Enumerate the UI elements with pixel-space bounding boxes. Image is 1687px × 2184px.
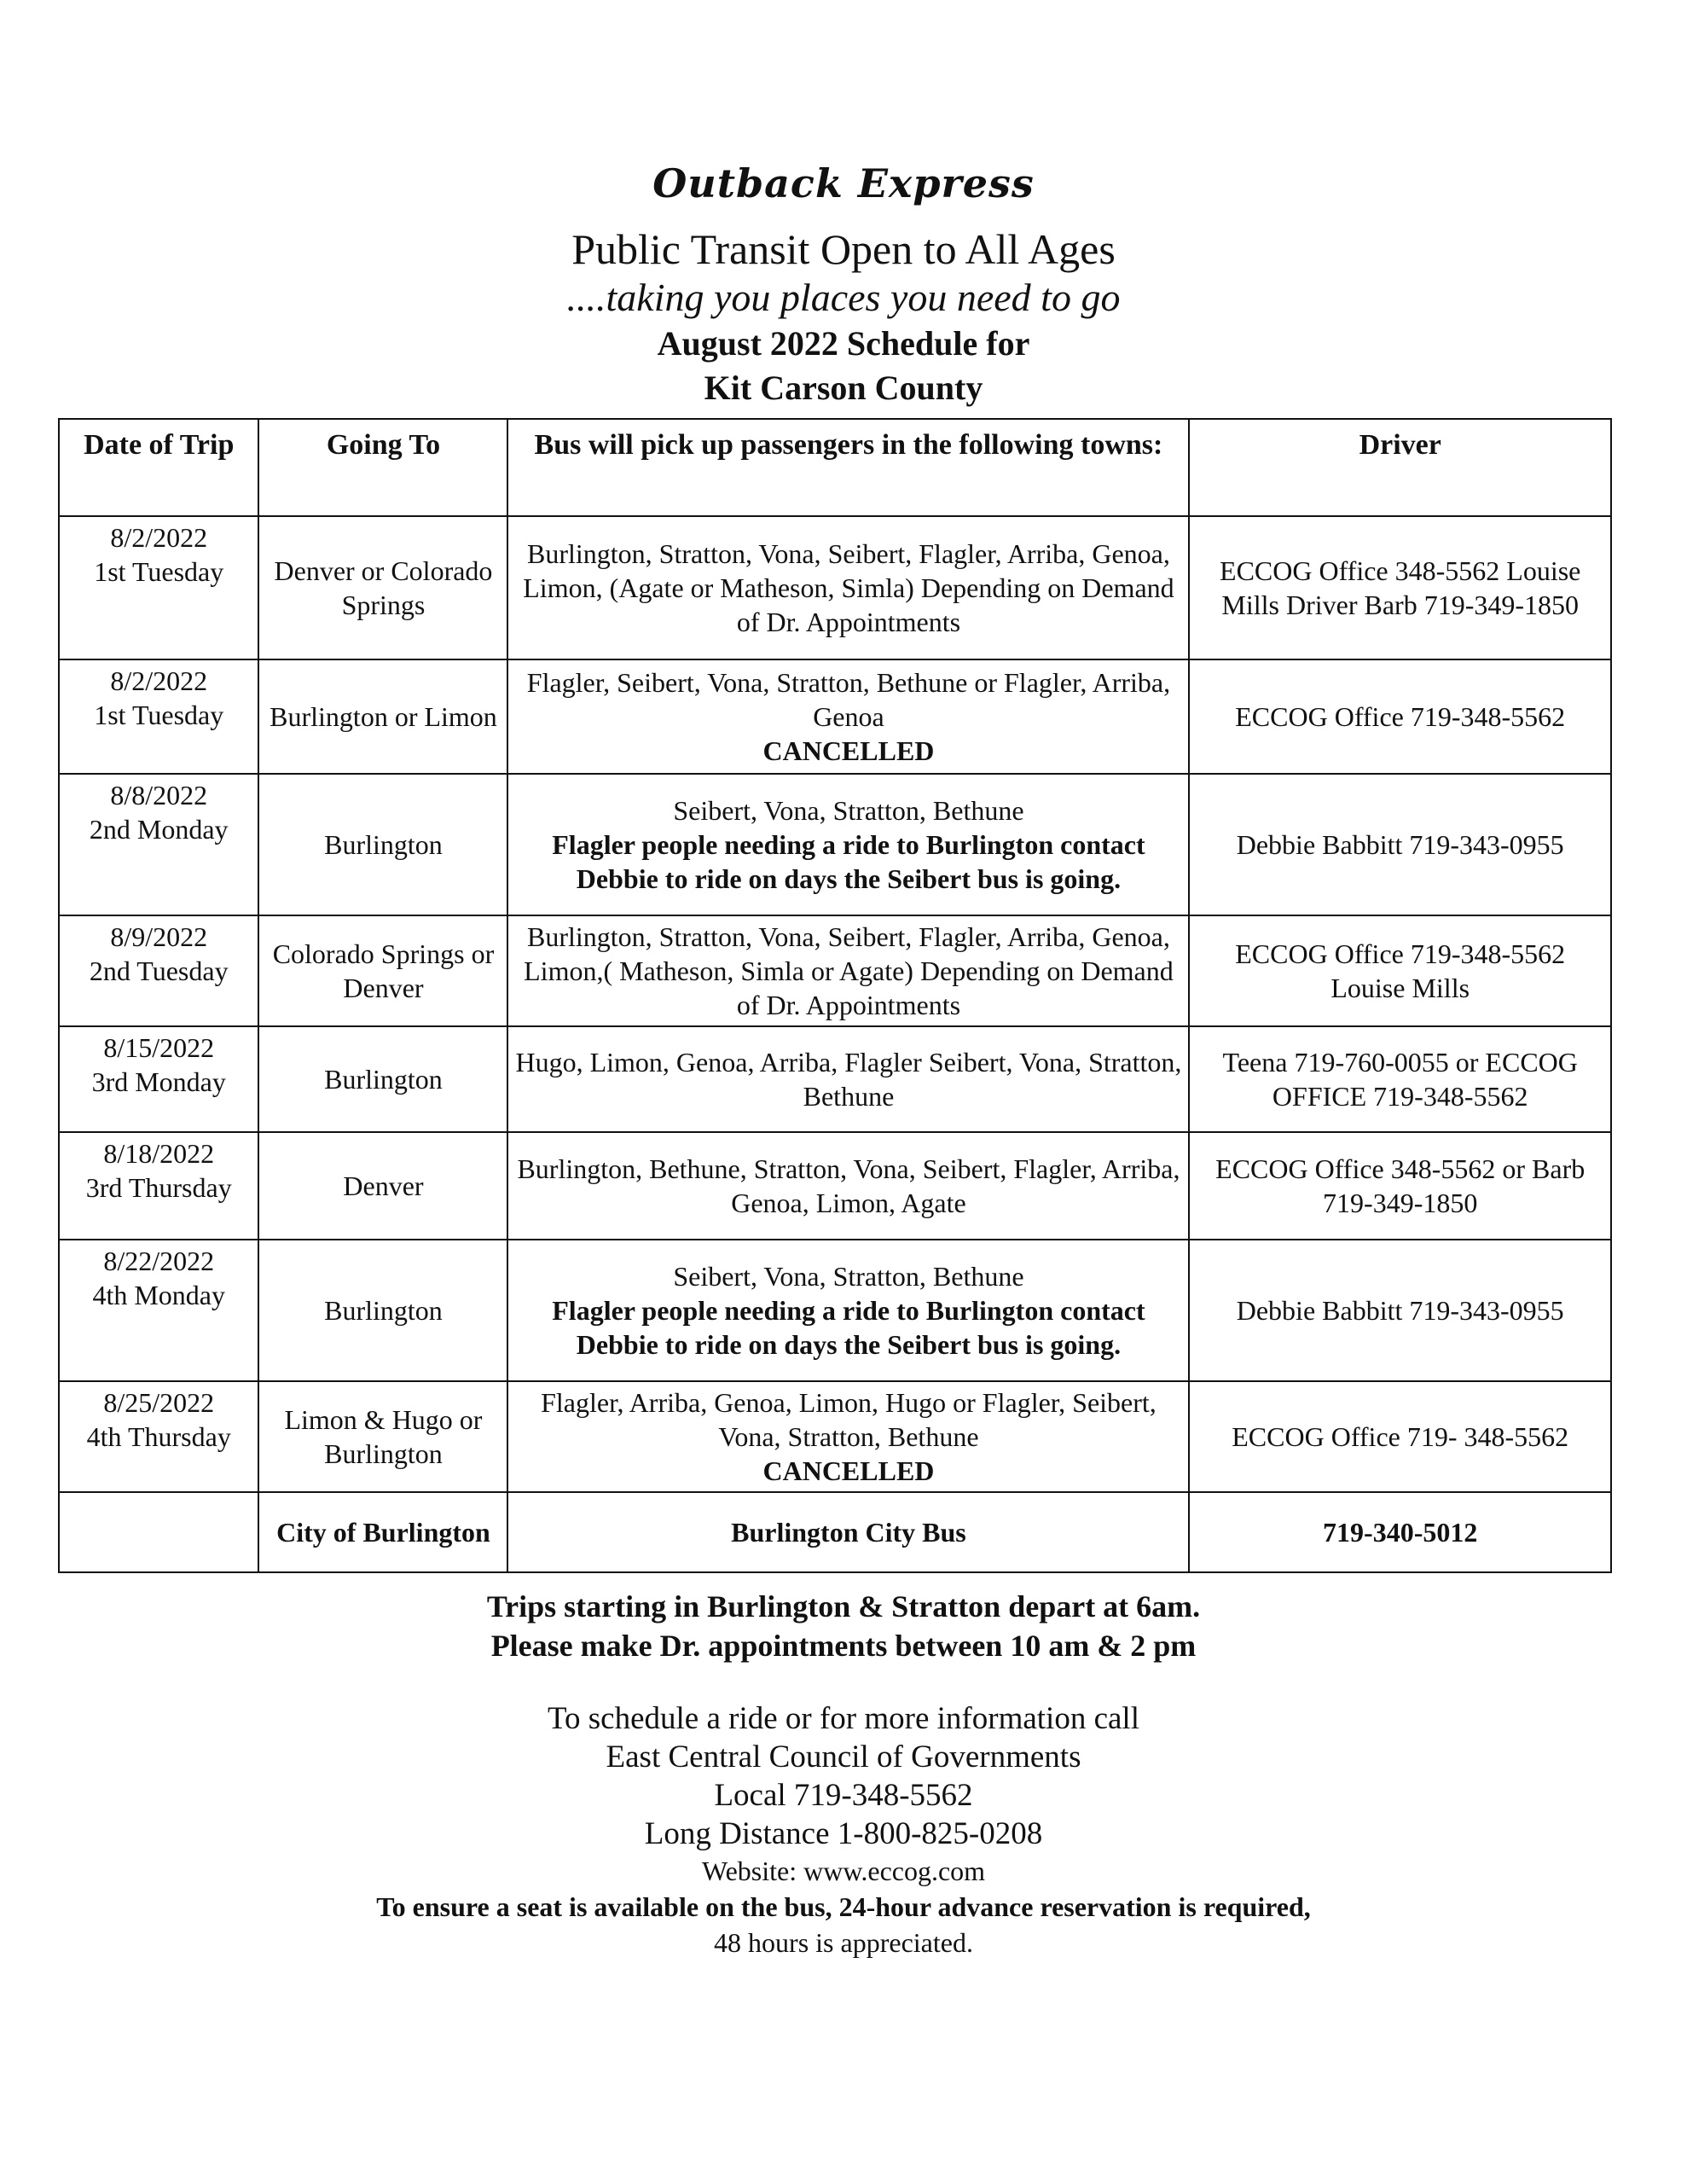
- org-name: East Central Council of Governments: [606, 1740, 1081, 1774]
- date-cell: 8/22/2022 4th Monday: [59, 1240, 258, 1381]
- going-cell: Colorado Springs or Denver: [258, 915, 507, 1026]
- going-cell: Denver: [258, 1132, 507, 1240]
- county-title: Kit Carson County: [704, 369, 983, 407]
- table-row: [59, 915, 1611, 1026]
- depart-note: Trips starting in Burlington & Stratton depart at 6am.: [486, 1589, 1201, 1623]
- date-cell: 8/2/2022 1st Tuesday: [59, 659, 258, 774]
- driver-cell: 719-340-5012: [1189, 1492, 1611, 1572]
- date-cell: 8/8/2022 2nd Monday: [59, 774, 258, 915]
- driver-cell: ECCOG Office 719-348-5562: [1189, 659, 1611, 774]
- table-row: [59, 1381, 1611, 1492]
- driver-cell: ECCOG Office 719- 348-5562: [1189, 1381, 1611, 1492]
- header-going-to: Going To: [258, 419, 507, 516]
- appreciated-note: 48 hours is appreciated.: [714, 1927, 973, 1958]
- pickup-cell: Burlington, Stratton, Vona, Seibert, Flagler, Arriba, Genoa, Limon, (Agate or Matheson, Simla) Depending on Demand of Dr. Appointments: [507, 516, 1189, 659]
- table-header-row: [59, 419, 1611, 516]
- reservation-note: To ensure a seat is available on the bus, 24-hour advance reservation is required,: [376, 1891, 1311, 1922]
- appointment-note: Please make Dr. appointments between 10 am & 2 pm: [490, 1629, 1197, 1663]
- table-row: [59, 516, 1611, 659]
- date-cell: 8/18/2022 3rd Thursday: [59, 1132, 258, 1240]
- pickup-cell: Flagler, Seibert, Vona, Stratton, Bethune or Flagler, Arriba, Genoa CANCELLED: [507, 659, 1189, 774]
- table-row: [59, 1492, 1611, 1572]
- going-cell: Burlington: [258, 1240, 507, 1381]
- pickup-cell: Burlington City Bus: [507, 1492, 1189, 1572]
- schedule-call-text: To schedule a ride or for more information call: [548, 1701, 1139, 1736]
- document-header: [0, 158, 1687, 410]
- going-cell: City of Burlington: [258, 1492, 507, 1572]
- driver-cell: Teena 719-760-0055 or ECCOG OFFICE 719-348-5562: [1189, 1026, 1611, 1132]
- going-cell: Limon & Hugo or Burlington: [258, 1381, 507, 1492]
- tagline: ....taking you places you need to go: [566, 276, 1121, 319]
- local-phone: Local 719-348-5562: [714, 1778, 973, 1813]
- pickup-cell: Seibert, Vona, Stratton, Bethune Flagler people needing a ride to Burlington contact Debbie to ride on days the Seibert bus is going.: [507, 1240, 1189, 1381]
- table-row: [59, 774, 1611, 915]
- going-cell: Denver or Colorado Springs: [258, 516, 507, 659]
- date-cell: 8/9/2022 2nd Tuesday: [59, 915, 258, 1026]
- pickup-cell: Hugo, Limon, Genoa, Arriba, Flagler Seibert, Vona, Stratton, Bethune: [507, 1026, 1189, 1132]
- pickup-cell: Seibert, Vona, Stratton, Bethune Flagler people needing a ride to Burlington contact Debbie to ride on days the Seibert bus is going.: [507, 774, 1189, 915]
- going-cell: Burlington or Limon: [258, 659, 507, 774]
- driver-cell: ECCOG Office 719-348-5562 Louise Mills: [1189, 915, 1611, 1026]
- going-cell: Burlington: [258, 1026, 507, 1132]
- driver-cell: ECCOG Office 348-5562 Louise Mills Driver Barb 719-349-1850: [1189, 516, 1611, 659]
- pickup-cell: Burlington, Bethune, Stratton, Vona, Seibert, Flagler, Arriba, Genoa, Limon, Agate: [507, 1132, 1189, 1240]
- header-date: Date of Trip: [59, 419, 258, 516]
- table-row: [59, 1026, 1611, 1132]
- pickup-cell: Burlington, Stratton, Vona, Seibert, Flagler, Arriba, Genoa, Limon,( Matheson, Simla or Agate) Depending on Demand of Dr. Appointments: [507, 915, 1189, 1026]
- driver-cell: ECCOG Office 348-5562 or Barb 719-349-1850: [1189, 1132, 1611, 1240]
- table-row: [59, 1240, 1611, 1381]
- header-pickup: Bus will pick up passengers in the following towns:: [507, 419, 1189, 516]
- pickup-cell: Flagler, Arriba, Genoa, Limon, Hugo or Flagler, Seibert, Vona, Stratton, Bethune CANCELLED: [507, 1381, 1189, 1492]
- date-cell: [59, 1492, 258, 1572]
- long-distance-phone: Long Distance 1-800-825-0208: [644, 1816, 1043, 1851]
- driver-cell: Debbie Babbitt 719-343-0955: [1189, 1240, 1611, 1381]
- date-cell: 8/15/2022 3rd Monday: [59, 1026, 258, 1132]
- date-cell: 8/25/2022 4th Thursday: [59, 1381, 258, 1492]
- table-row: [59, 1132, 1611, 1240]
- header-driver: Driver: [1189, 419, 1611, 516]
- subtitle: Public Transit Open to All Ages: [571, 225, 1116, 273]
- schedule-title: August 2022 Schedule for: [657, 324, 1030, 363]
- document-footer: [0, 1587, 1687, 1960]
- logo-title: Outback Express: [652, 160, 1035, 206]
- going-cell: Burlington: [258, 774, 507, 915]
- date-cell: 8/2/2022 1st Tuesday: [59, 516, 258, 659]
- schedule-table: [58, 418, 1612, 1573]
- website: Website: www.eccog.com: [701, 1856, 986, 1886]
- table-row: [59, 659, 1611, 774]
- driver-cell: Debbie Babbitt 719-343-0955: [1189, 774, 1611, 915]
